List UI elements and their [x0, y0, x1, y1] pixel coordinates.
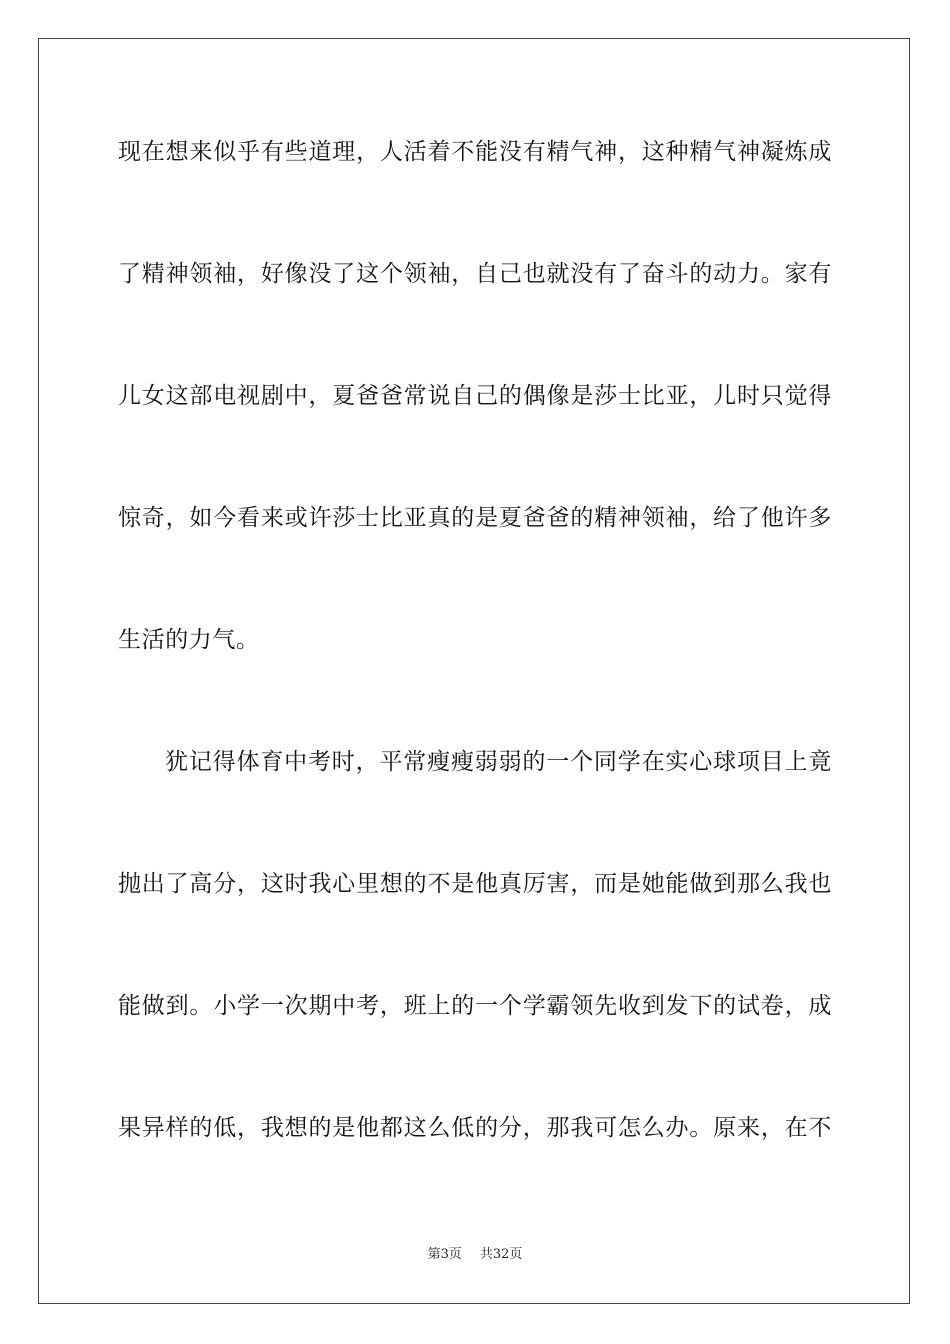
text-line-9: 果异样的低，我想的是他都这么低的分，那我可怎么办。原来，在不: [118, 1115, 832, 1141]
text-line-2: 了精神领袖，好像没了这个领袖，自己也就没有了奋斗的动力。家有: [118, 261, 832, 287]
text-line-4: 惊奇，如今看来或许莎士比亚真的是夏爸爸的精神领袖，给了他许多: [118, 505, 832, 531]
text-line-6: 犹记得体育中考时，平常瘦瘦弱弱的一个同学在实心球项目上竟: [165, 749, 832, 775]
text-line-8: 能做到。小学一次期中考，班上的一个学霸领先收到发下的试卷，成: [118, 993, 832, 1019]
page-footer: [0, 1246, 950, 1264]
page-number: 第3页: [427, 1247, 462, 1262]
text-line-1: 现在想来似乎有些道理，人活着不能没有精气神，这种精气神凝炼成: [118, 139, 832, 165]
total-pages: 共32页: [479, 1247, 523, 1262]
text-line-5: 生活的力气。: [118, 627, 260, 653]
text-line-3: 儿女这部电视剧中，夏爸爸常说自己的偶像是莎士比亚，儿时只觉得: [118, 383, 832, 409]
text-line-7: 抛出了高分，这时我心里想的不是他真厉害，而是她能做到那么我也: [118, 871, 832, 897]
